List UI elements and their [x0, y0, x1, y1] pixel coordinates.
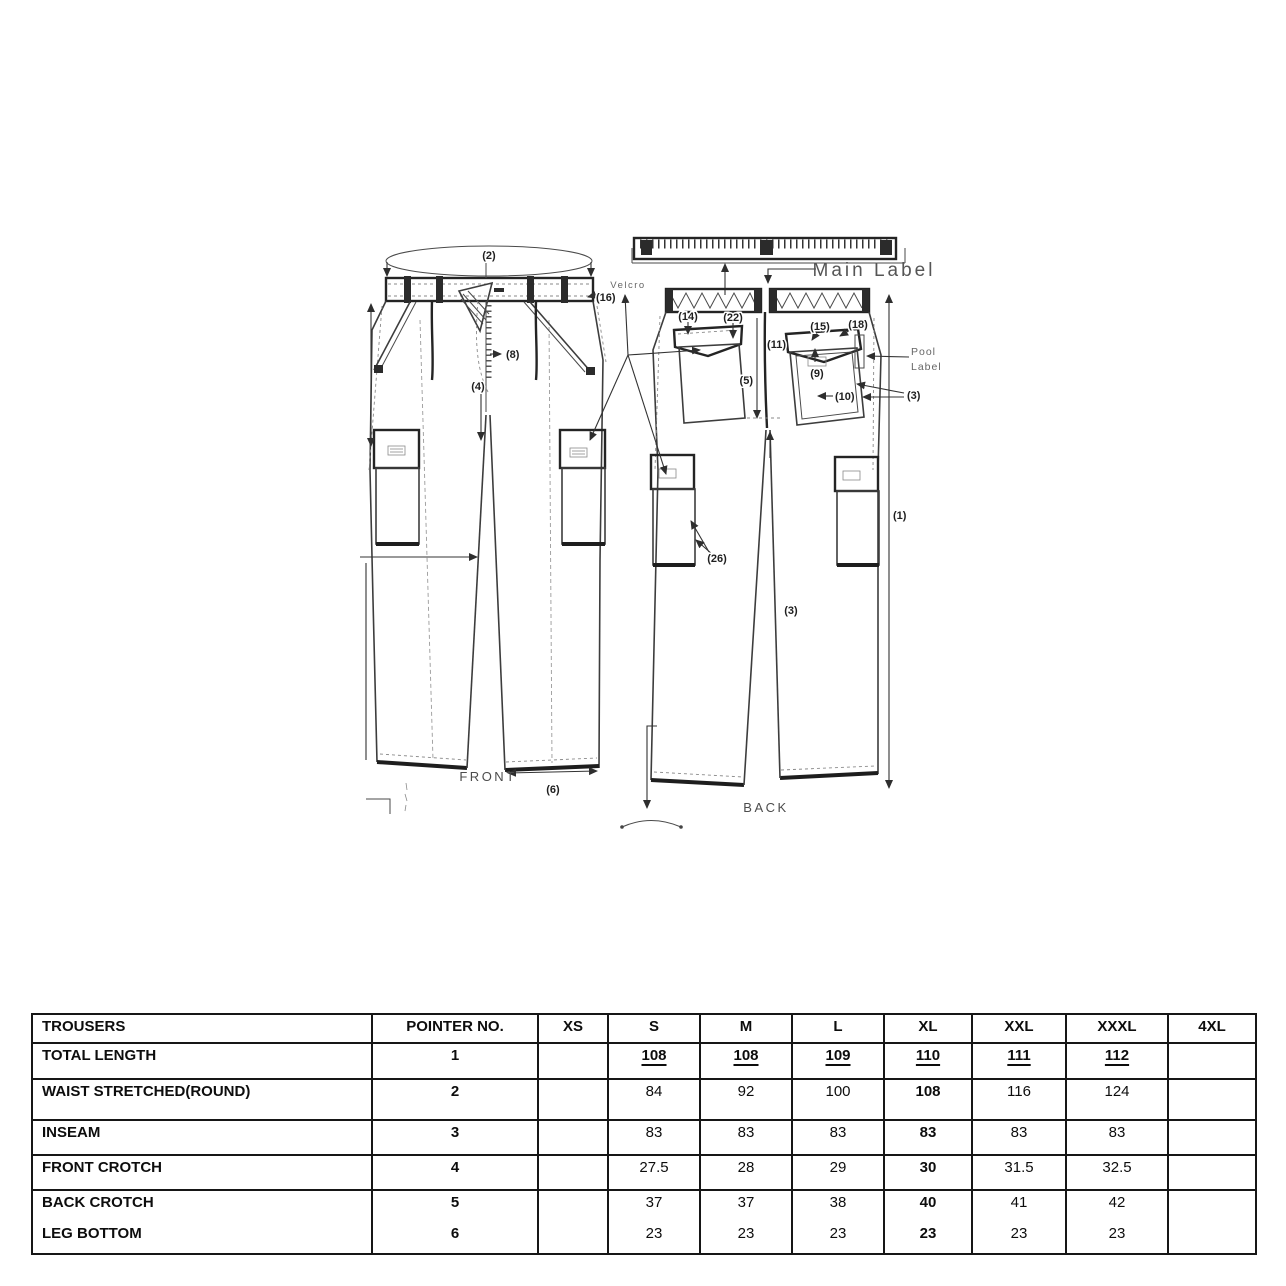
- table-cell: [1168, 1043, 1256, 1079]
- table-cell: [538, 1222, 608, 1254]
- back-right-cargo-pocket: [835, 457, 879, 565]
- table-cell: 41: [972, 1190, 1066, 1222]
- col-header-s: S: [608, 1014, 700, 1043]
- table-cell: [538, 1043, 608, 1079]
- table-cell: 109: [792, 1043, 884, 1079]
- table-cell: 83: [792, 1120, 884, 1155]
- table-cell: 29: [792, 1155, 884, 1190]
- table-cell: 110: [884, 1043, 972, 1079]
- table-cell: 108: [700, 1043, 792, 1079]
- table-cell: [1168, 1120, 1256, 1155]
- fly-flap: [459, 283, 492, 331]
- callout-front-crotch: (4): [471, 381, 485, 393]
- table-cell: 5: [372, 1190, 538, 1222]
- table-row: [32, 1155, 1256, 1190]
- callout-26: (26): [707, 553, 727, 565]
- callout-9: (9): [810, 368, 824, 380]
- table-cell: [1168, 1222, 1256, 1254]
- table-cell: 83: [700, 1120, 792, 1155]
- col-header-xxxl: XXXL: [1066, 1014, 1168, 1043]
- table-cell: 23: [884, 1222, 972, 1254]
- col-header-m: M: [700, 1014, 792, 1043]
- table-cell: 32.5: [1066, 1155, 1168, 1190]
- table-cell: 27.5: [608, 1155, 700, 1190]
- row-label: LEG BOTTOM: [32, 1222, 372, 1254]
- table-cell: 1: [372, 1043, 538, 1079]
- callout-11: (11): [767, 339, 786, 351]
- table-row: [32, 1120, 1256, 1155]
- belt-loop: [561, 276, 568, 303]
- callout-18: (18): [848, 319, 868, 331]
- table-cell: 83: [884, 1120, 972, 1155]
- back-right-pocket: [786, 329, 864, 425]
- col-header-pointer-no-: POINTER NO.: [372, 1014, 538, 1043]
- row-label: INSEAM: [32, 1120, 372, 1155]
- table-cell: 31.5: [972, 1155, 1066, 1190]
- table-cell: 84: [608, 1079, 700, 1120]
- table-cell: 83: [972, 1120, 1066, 1155]
- col-header-4xl: 4XL: [1168, 1014, 1256, 1043]
- table-cell: 111: [972, 1043, 1066, 1079]
- table-cell: 124: [1066, 1079, 1168, 1120]
- table-cell: [1168, 1079, 1256, 1120]
- front-left-cargo-pocket: [374, 430, 419, 544]
- callout-22: (22): [723, 312, 743, 324]
- table-cell: 37: [700, 1190, 792, 1222]
- table-cell: 2: [372, 1079, 538, 1120]
- table-row: [32, 1222, 1256, 1254]
- back-left-pocket: [674, 326, 745, 423]
- table-row: [32, 1043, 1256, 1079]
- callout-zip: (8): [506, 349, 520, 361]
- row-label: FRONT CROTCH: [32, 1155, 372, 1190]
- callout-10: (10): [835, 391, 855, 403]
- table-cell: 23: [972, 1222, 1066, 1254]
- callout-total-length: (1): [893, 510, 907, 522]
- table-header-row: [32, 1014, 1256, 1043]
- table-cell: [538, 1079, 608, 1120]
- table-cell: 23: [792, 1222, 884, 1254]
- table-cell: 30: [884, 1155, 972, 1190]
- table-cell: 23: [1066, 1222, 1168, 1254]
- front-view-sketch: [360, 246, 606, 814]
- table-cell: 37: [608, 1190, 700, 1222]
- waist-button: [494, 288, 504, 292]
- table-cell: [538, 1155, 608, 1190]
- front-right-cargo-pocket: [560, 430, 605, 544]
- col-header-trousers: TROUSERS: [32, 1014, 372, 1043]
- col-header-l: L: [792, 1014, 884, 1043]
- callout-15: (15): [810, 321, 830, 333]
- callout-back-crotch: (5): [739, 375, 753, 387]
- sketch-labels: [459, 250, 941, 815]
- belt-loop: [527, 276, 534, 303]
- size-spec-table: [31, 1013, 1257, 1255]
- table-cell: [538, 1120, 608, 1155]
- table-cell: 116: [972, 1079, 1066, 1120]
- table-cell: 108: [608, 1043, 700, 1079]
- callout-velcro-tab: (16): [596, 292, 616, 304]
- table-cell: 38: [792, 1190, 884, 1222]
- table-cell: [1168, 1155, 1256, 1190]
- table-cell: 92: [700, 1079, 792, 1120]
- table-cell: 3: [372, 1120, 538, 1155]
- table-cell: 42: [1066, 1190, 1168, 1222]
- table-cell: 100: [792, 1079, 884, 1120]
- table-cell: 6: [372, 1222, 538, 1254]
- table-row: [32, 1079, 1256, 1120]
- table-cell: 23: [608, 1222, 700, 1254]
- table-cell: 4: [372, 1155, 538, 1190]
- table-cell: 112: [1066, 1043, 1168, 1079]
- pool-label-line1: Pool: [911, 346, 937, 358]
- col-header-xl: XL: [884, 1014, 972, 1043]
- belt-loop: [404, 276, 411, 303]
- pool-label-line2: Label: [911, 361, 942, 373]
- velcro-label: Velcro: [610, 280, 646, 291]
- table-cell: [538, 1190, 608, 1222]
- callout-14: (14): [678, 311, 698, 323]
- table-cell: 28: [700, 1155, 792, 1190]
- table-row: [32, 1190, 1256, 1222]
- corner-bracket: [366, 799, 390, 814]
- back-caption: BACK: [743, 800, 789, 815]
- row-label: TOTAL LENGTH: [32, 1043, 372, 1079]
- callout-leg-bottom: (6): [546, 784, 560, 796]
- col-header-xxl: XXL: [972, 1014, 1066, 1043]
- callout-waist-round: (2): [482, 250, 496, 262]
- table-cell: 23: [700, 1222, 792, 1254]
- callout-inseam: (3): [784, 605, 798, 617]
- belt-loop: [436, 276, 443, 303]
- main-label-text: Main Label: [812, 260, 936, 281]
- table-cell: 108: [884, 1079, 972, 1120]
- table-cell: 83: [608, 1120, 700, 1155]
- row-label: BACK CROTCH: [32, 1190, 372, 1222]
- table-cell: [1168, 1190, 1256, 1222]
- front-caption: FRONT: [459, 769, 517, 784]
- table-cell: 40: [884, 1190, 972, 1222]
- callout-3-sideseam: (3): [907, 390, 921, 402]
- row-label: WAIST STRETCHED(ROUND): [32, 1079, 372, 1120]
- col-header-xs: XS: [538, 1014, 608, 1043]
- table-cell: 83: [1066, 1120, 1168, 1155]
